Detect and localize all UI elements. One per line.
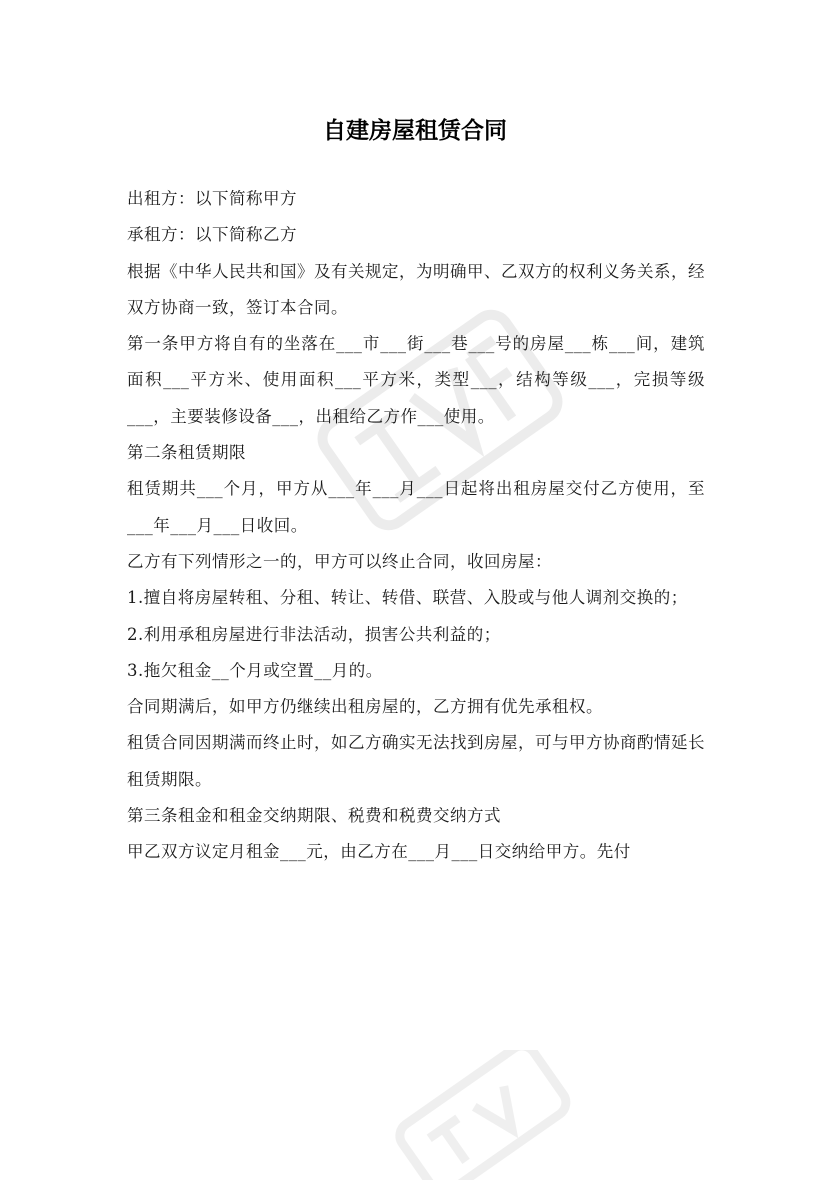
paragraph: 承租方：以下简称乙方 (127, 225, 297, 245)
paragraph: 租赁合同因期满而终止时，如乙方确实无法找到房屋，可与甲方协商酌情延长租赁期限。 (127, 733, 705, 789)
watermark-stamp-icon (380, 1050, 580, 1180)
document-body (127, 181, 705, 871)
list-item: 3.拖欠租金__个月或空置__月的。 (127, 660, 383, 680)
section-heading: 第三条租金和租金交纳期限、税费和税费交纳方式 (127, 806, 501, 826)
paragraph: 根据《中华人民共和国》及有关规定，为明确甲、乙双方的权利义务关系，经双方协商一致，签订本合同。 (127, 261, 705, 317)
paragraph: 乙方有下列情形之一的，甲方可以终止合同，收回房屋： (127, 551, 552, 571)
paragraph: 甲乙双方议定月租金___元，由乙方在___月___日交纳给甲方。先付 (127, 842, 631, 862)
paragraph: 第一条甲方将自有的坐落在___市___街___巷___号的房屋___栋___间，建筑面积___平方米、使用面积___平方米，类型___，结构等级___，完损等级___，主要装修设备___，出租给乙方作___使用。 (127, 334, 705, 426)
list-item: 2.利用承租房屋进行非法活动，损害公共利益的； (127, 624, 501, 644)
paragraph: 出租方：以下简称甲方 (127, 189, 297, 208)
section-heading: 第二条租赁期限 (127, 443, 246, 463)
list-item: 1.擅自将房屋转租、分租、转让、转借、联营、入股或与他人调剂交换的； (127, 588, 688, 608)
paragraph: 合同期满后，如甲方仍继续出租房屋的，乙方拥有优先承租权。 (127, 697, 603, 717)
document-title: 自建房屋租赁合同 (323, 118, 507, 144)
paragraph: 租赁期共___个月，甲方从___年___月___日起将出租房屋交付乙方使用，至___年___月___日收回。 (127, 479, 705, 535)
